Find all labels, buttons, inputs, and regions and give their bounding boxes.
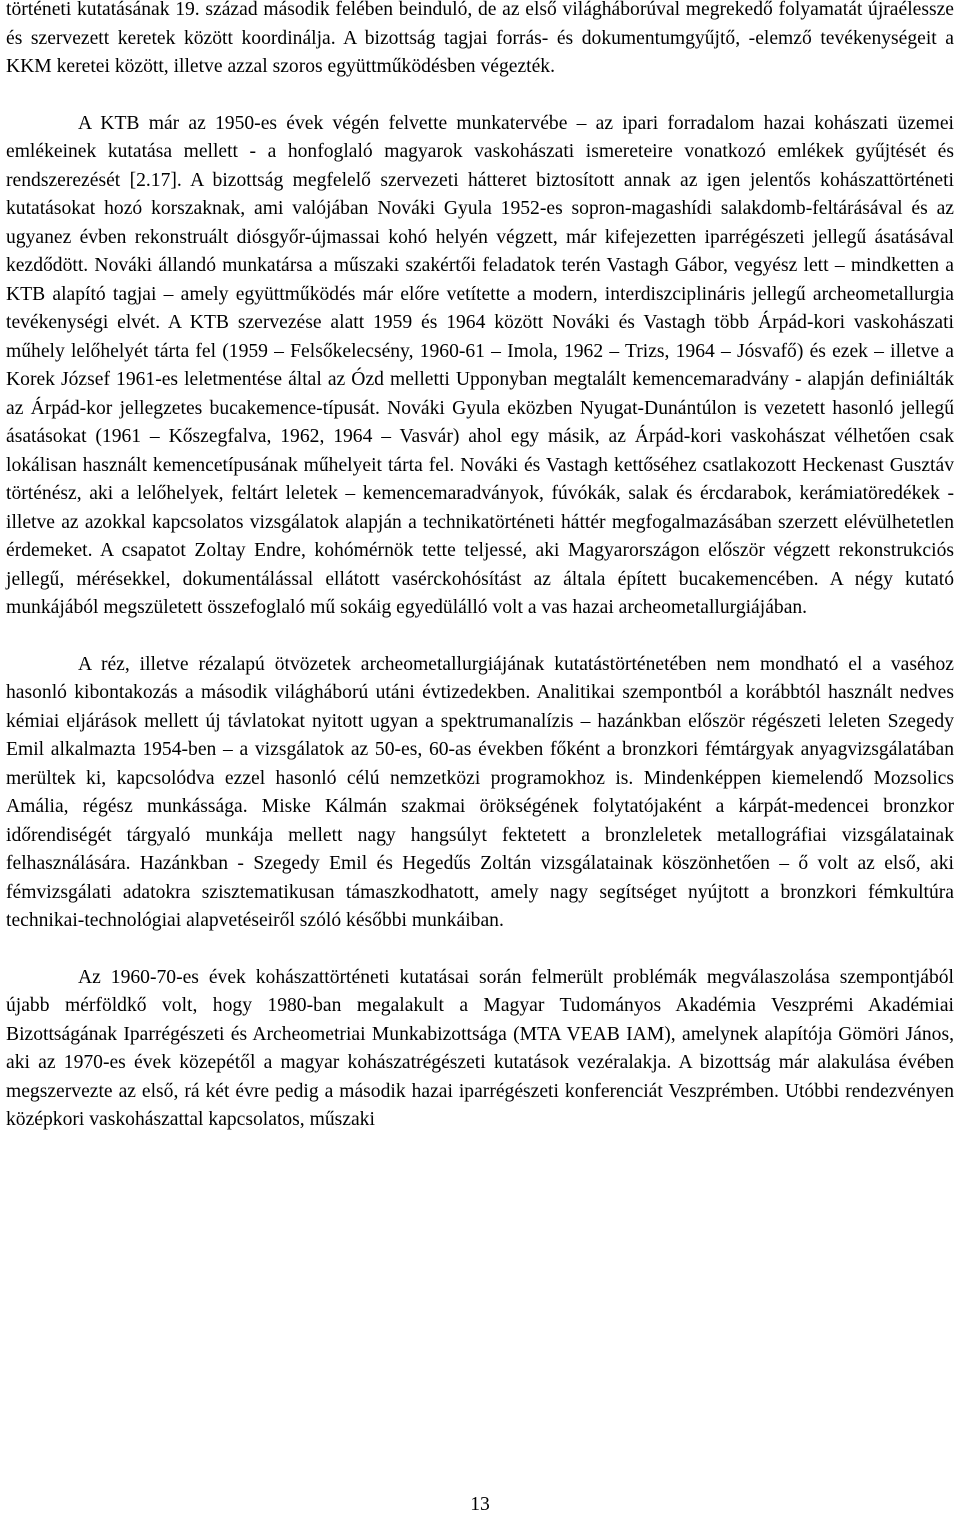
paragraph-continuation: történeti kutatásának 19. század második felében beinduló, de az első világháborúval megrekedő folyamatát újraélessze és szervezett keretek között koordinálja. A bizottság tagjai forrás- és dokumentumgyűjtő, -elemző tevékenységeit a KKM keretei között, illetve azzal szoros együttműködésben végezték. — [6, 0, 954, 77]
paragraph-mta-veab-iam: Az 1960-70-es évek kohászattörténeti kutatásai során felmerült problémák megválaszolása szempontjából újabb mérföldkő volt, hogy 1980-ban megalakult a Magyar Tudományos Akadémia Veszprémi Akadémiai Bizottságának Iparrégészeti és Archeometriai Munkabizottsága (MTA VEAB IAM), amelynek alapítója Gömöri János, aki az 1970-es évek közepétől a magyar kohászatrégészeti kutatások vezéralakja. A bizottság már alakulása évében megszervezte az első, rá két évre pedig a második hazai iparrégészeti konferenciát Veszprémben. Utóbbi rendezvényen középkori vaskohászattal kapcsolatos, műszaki — [6, 966, 954, 1130]
document-page — [6, 0, 954, 1135]
paragraph-copper-archaeometallurgy: A réz, illetve rézalapú ötvözetek archeometallurgiájának kutatástörténetében nem mondható el a vaséhoz hasonló kibontakozás a második világháború utáni évtizedekben. Analitikai szempontból a korábbtól használt nedves kémiai eljárások mellett új távlatokat nyitott ugyan a spektrumanalízis ‒ hazánkban először régészeti leleten Szegedy Emil alkalmazta 1954-ben ‒ a vizsgálatok az 50-es, 60-as években főként a bronzkori fémtárgyak anyagvizsgálatában merültek ki, kapcsolódva ezzel hasonló célú nemzetközi programokhoz is. Mindenképpen kiemelendő Mozsolics Amália, régész munkássága. Miske Kálmán szakmai örökségének folytatójaként a kárpát-medencei bronzkor időrendiségét tárgyaló munkája mellett nagy hangsúlyt fektetett a bronzleletek metallográfiai vizsgálatainak felhasználására. Hazánkban - Szegedy Emil és Hegedűs Zoltán vizsgálatainak köszönhetően ‒ ő volt az első, aki fémvizsgálati adatokra szisztematikusan támaszkodhatott, amely nagy segítséget nyújtott a bronzkori fémkultúra technikai-technológiai alapvetéseiről szóló későbbi munkáiban. — [6, 653, 954, 931]
paragraph-ktb-history: A KTB már az 1950-es évek végén felvette munkatervébe ‒ az ipari forradalom hazai kohászati üzemei emlékeinek kutatása mellett - a honfoglaló magyarok vaskohászati ismereteire vonatkozó emlékek gyűjtését és rendszerezését [2.17]. A bizottság megfelelő szervezeti hátteret biztosított annak az igen jelentős kohászattörténeti kutatásokat hozó korszaknak, ami valójában Nováki Gyula 1952-es sopron-magashídi salakdomb-feltárásával és az ugyanez évben rekonstruált diósgyőr-újmassai kohó helyén végzett, már kifejezetten iparrégészeti jellegű ásatásával kezdődött. Nováki állandó munkatársa a műszaki szakértői feladatok terén Vastagh Gábor, vegyész lett ‒ mindketten a KTB alapító tagjai ‒ amely együttműködés már előre vetítette a modern, interdiszciplináris jellegű archeometallurgia tevékenységi elvét. A KTB szervezése alatt 1959 és 1964 között Nováki és Vastagh több Árpád-kori vaskohászati műhely lelőhelyét tárta fel (1959 ‒ Felsőkelecsény, 1960-61 ‒ Imola, 1962 ‒ Trizs, 1964 ‒ Jósvafő) és ezek ‒ illetve a Korek József 1961-es leletmentése által az Ózd melletti Upponyban megtalált kemencemaradvány - alapján definiálták az Árpád-kor jellegzetes bucakemence-típusát. Nováki Gyula eközben Nyugat-Dunántúlon is vezetett hasonló jellegű ásatásokat (1961 ‒ Kőszegfalva, 1962, 1964 ‒ Vasvár) ahol egy másik, az Árpád-kori vaskohászat vélhetően csak lokálisan használt kemencetípusának műhelyeit tárta fel. Nováki és Vastagh kettőséhez csatlakozott Heckenast Gusztáv történész, aki a lelőhelyek, feltárt leletek ‒ kemencemaradványok, fúvókák, salak és ércdarabok, kerámiatöredékek - illetve az azokkal kapcsolatos vizsgálatok alapján a technikatörténeti háttér megfogalmazásában szerzett elévülhetetlen érdemeket. A csapatot Zoltay Endre, kohómérnök tette teljessé, aki Magyarországon először végzett rekonstrukciós jellegű, mérésekkel, dokumentálással ellátott vasérckohósítást az általa épített bucakemencében. A négy kutató munkájából megszületett összefoglaló mű sokáig egyedülálló volt a vas hazai archeometallurgiájában. — [6, 112, 954, 618]
page-number: 13 — [470, 1494, 490, 1515]
